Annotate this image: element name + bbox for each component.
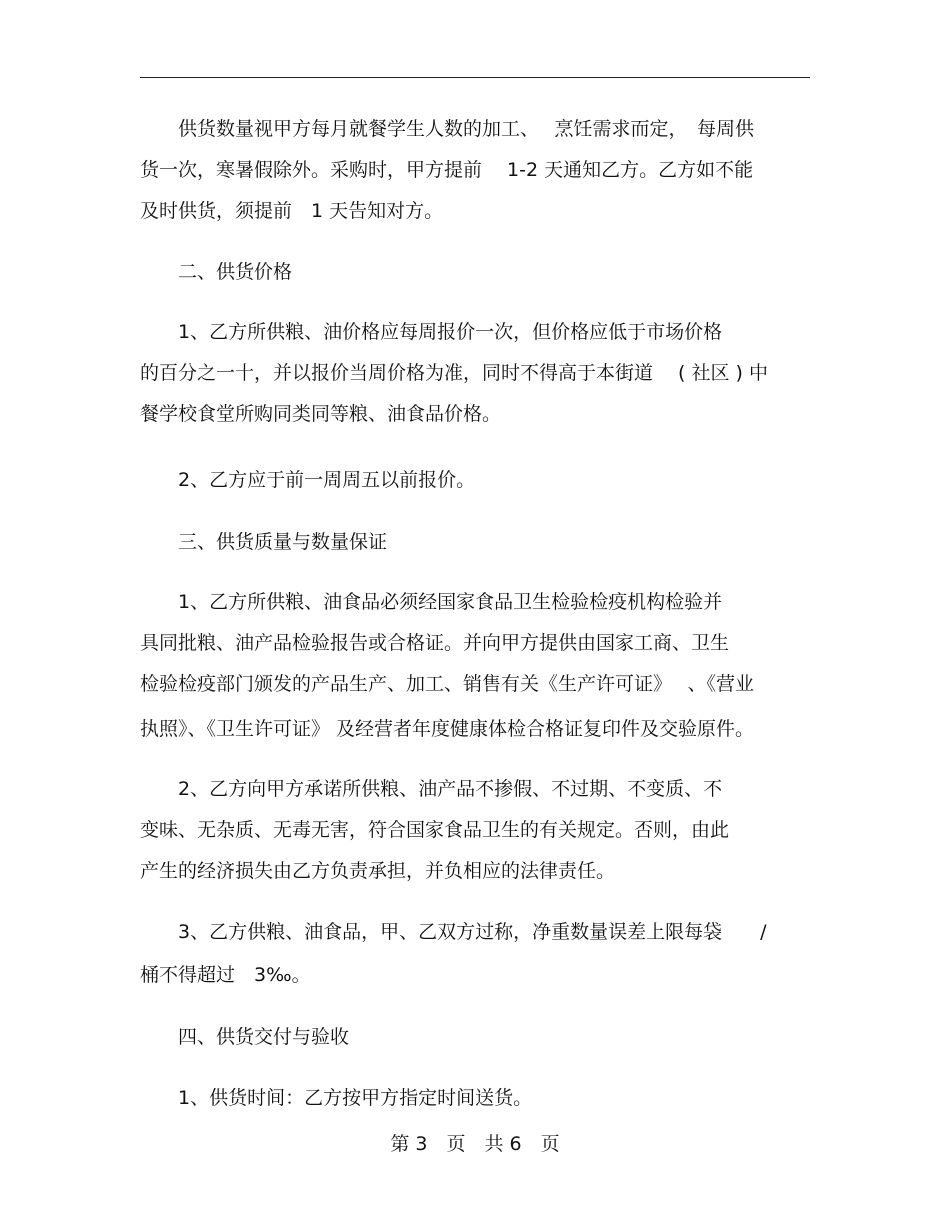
paragraph-supply-quantity-line: 货一次，寒暑假除外。采购时，甲方提前 1-2 天通知乙方。乙方如不能 (140, 159, 754, 181)
page-footer: 第 3 页 共 6 页 (390, 1133, 560, 1155)
paragraph-supply-quantity-line: 供货数量视甲方每月就餐学生人数的加工、 烹饪需求而定， 每周供 (140, 118, 755, 140)
paragraph-quality-3-line: 3、乙方供粮、油食品，甲、乙双方过称，净重数量误差上限每袋 / (140, 921, 767, 943)
paragraph-price-1-line: 的百分之一十，并以报价当周价格为准，同时不得高于本街道 ( 社区 ) 中 (140, 362, 768, 384)
header-rule (140, 77, 810, 78)
paragraph-quality-1-line: 检验检疫部门颁发的产品生产、加工、销售有关《生产许可证》 、《营业 (140, 673, 755, 695)
heading-delivery-acceptance-line: 四、供货交付与验收 (140, 1026, 350, 1048)
paragraph-price-1-line: 餐学校食堂所购同类同等粮、油食品价格。 (140, 403, 502, 425)
paragraph-quality-2-line: 变味、无杂质、无毒无害，符合国家食品卫生的有关规定。否则，由此 (140, 819, 730, 841)
paragraph-quality-1-line: 执照》、《卫生许可证》 及经营者年度健康体检合格证复印件及交验原件。 (140, 718, 755, 740)
paragraph-delivery-1-line: 1、供货时间：乙方按甲方指定时间送货。 (140, 1087, 533, 1109)
paragraph-quality-2-line: 产生的经济损失由乙方负责承担，并负相应的法律责任。 (140, 860, 616, 882)
heading-quality-quantity-line: 三、供货质量与数量保证 (140, 531, 388, 553)
paragraph-quality-3-line: 桶不得超过 3‰。 (140, 964, 311, 986)
paragraph-quality-1-line: 1、乙方所供粮、油食品必须经国家食品卫生检验检疫机构检验并 (140, 591, 723, 613)
paragraph-supply-quantity-line: 及时供货，须提前 1 天告知对方。 (140, 200, 444, 222)
heading-supply-price-line: 二、供货价格 (140, 261, 293, 283)
paragraph-price-2-line: 2、乙方应于前一周周五以前报价。 (140, 469, 476, 491)
paragraph-quality-1-line: 具同批粮、油产品检验报告或合格证。并向甲方提供由国家工商、卫生 (140, 632, 730, 654)
paragraph-price-1-line: 1、乙方所供粮、油价格应每周报价一次，但价格应低于市场价格 (140, 321, 723, 343)
paragraph-quality-2-line: 2、乙方向甲方承诺所供粮、油产品不掺假、不过期、不变质、不 (140, 778, 723, 800)
